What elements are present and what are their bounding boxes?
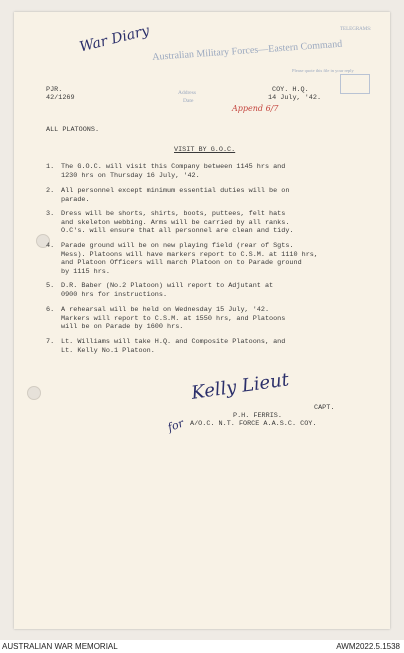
order-item-number: 4.: [46, 242, 55, 250]
signoff-name: P.H. FERRIS.: [233, 412, 282, 420]
order-item-line: by 1115 hrs.: [61, 267, 110, 276]
order-item-line: Dress will be shorts, shirts, boots, puttees, felt hats: [61, 210, 286, 218]
handwritten-for: for: [166, 416, 186, 435]
order-item-line: 1230 hrs on Thursday 16 July, '42.: [61, 171, 200, 180]
order-item-line: D.R. Baber (No.2 Platoon) will report to Adjutant at: [61, 282, 274, 290]
order-item-number: 1.: [46, 163, 55, 171]
order-item-text: [61, 187, 371, 204]
order-item-line: All personnel except minimum essential duties will be on: [61, 187, 290, 195]
address-label: Address: [178, 90, 197, 96]
handwritten-war-diary: War Diary: [78, 22, 152, 56]
document-date: 14 July, '42.: [268, 94, 322, 102]
footer-accession-number: AWM2022.5.1538: [336, 642, 400, 651]
order-item-number: 5.: [46, 282, 55, 290]
telegrams-label: TELEGRAMS:: [340, 27, 372, 32]
order-item-line: and skeleton webbing. Arms will be carried by all ranks.: [61, 218, 290, 227]
order-item-line: Lt. Williams will take H.Q. and Composite Platoons, and: [61, 338, 286, 346]
order-item-text: [61, 306, 371, 332]
order-item-line: 0900 hrs for instructions.: [61, 290, 168, 299]
addressee: ALL PLATOONS.: [46, 126, 100, 134]
order-item-line: parade.: [61, 195, 90, 204]
signoff-position: A/O.C. N.T. FORCE A.A.S.C. COY.: [190, 420, 317, 428]
footer-institution: AUSTRALIAN WAR MEMORIAL: [2, 642, 118, 651]
order-item-line: will be on Parade by 1600 hrs.: [61, 323, 184, 331]
punch-hole-bottom: [27, 386, 41, 400]
document-title: VISIT BY G.O.C.: [174, 146, 236, 154]
order-item-line: Markers will report to C.S.M. at 1550 hrs, and Platoons: [61, 314, 286, 323]
letterhead-note: Please quote this file in your reply: [292, 68, 354, 73]
order-item-text: [61, 338, 371, 355]
handwritten-signature: Kelly Lieut: [190, 369, 291, 404]
order-item-text: [61, 242, 371, 276]
order-item-line: O.C's. will ensure that all personnel are clean and tidy.: [61, 227, 294, 235]
order-item-number: 7.: [46, 338, 55, 346]
letterhead-org: Australian Military Forces—Eastern Command: [152, 38, 343, 63]
order-item-text: [61, 210, 371, 236]
order-item-number: 2.: [46, 187, 55, 195]
order-item-text: [61, 282, 371, 299]
file-number-box: [340, 74, 370, 94]
reference-number: 42/1269: [46, 94, 75, 102]
unit-header: COY. H.Q.: [272, 86, 309, 94]
handwritten-append-note: Append 6/7: [232, 104, 279, 113]
date-label: Date: [183, 98, 194, 104]
footer-bar: [0, 640, 404, 653]
order-item-text: [61, 163, 371, 180]
order-item-number: 3.: [46, 210, 55, 218]
signoff-rank: CAPT.: [314, 404, 335, 412]
order-item-line: The G.O.C. will visit this Company between 1145 hrs and: [61, 163, 286, 171]
order-item-number: 6.: [46, 306, 55, 314]
order-item-line: A rehearsal will be held on Wednesday 15 July, '42.: [61, 306, 270, 314]
order-item-line: Lt. Kelly No.1 Platoon.: [61, 346, 155, 355]
order-item-line: Mess). Platoons will have markers report to C.S.M. at 1110 hrs,: [61, 250, 318, 259]
order-item-line: and Platoon Officers will march Platoon on to Parade ground: [61, 259, 302, 267]
reference-label: PJR.: [46, 86, 63, 94]
order-item-line: Parade ground will be on new playing field (rear of Sgts.: [61, 242, 294, 250]
